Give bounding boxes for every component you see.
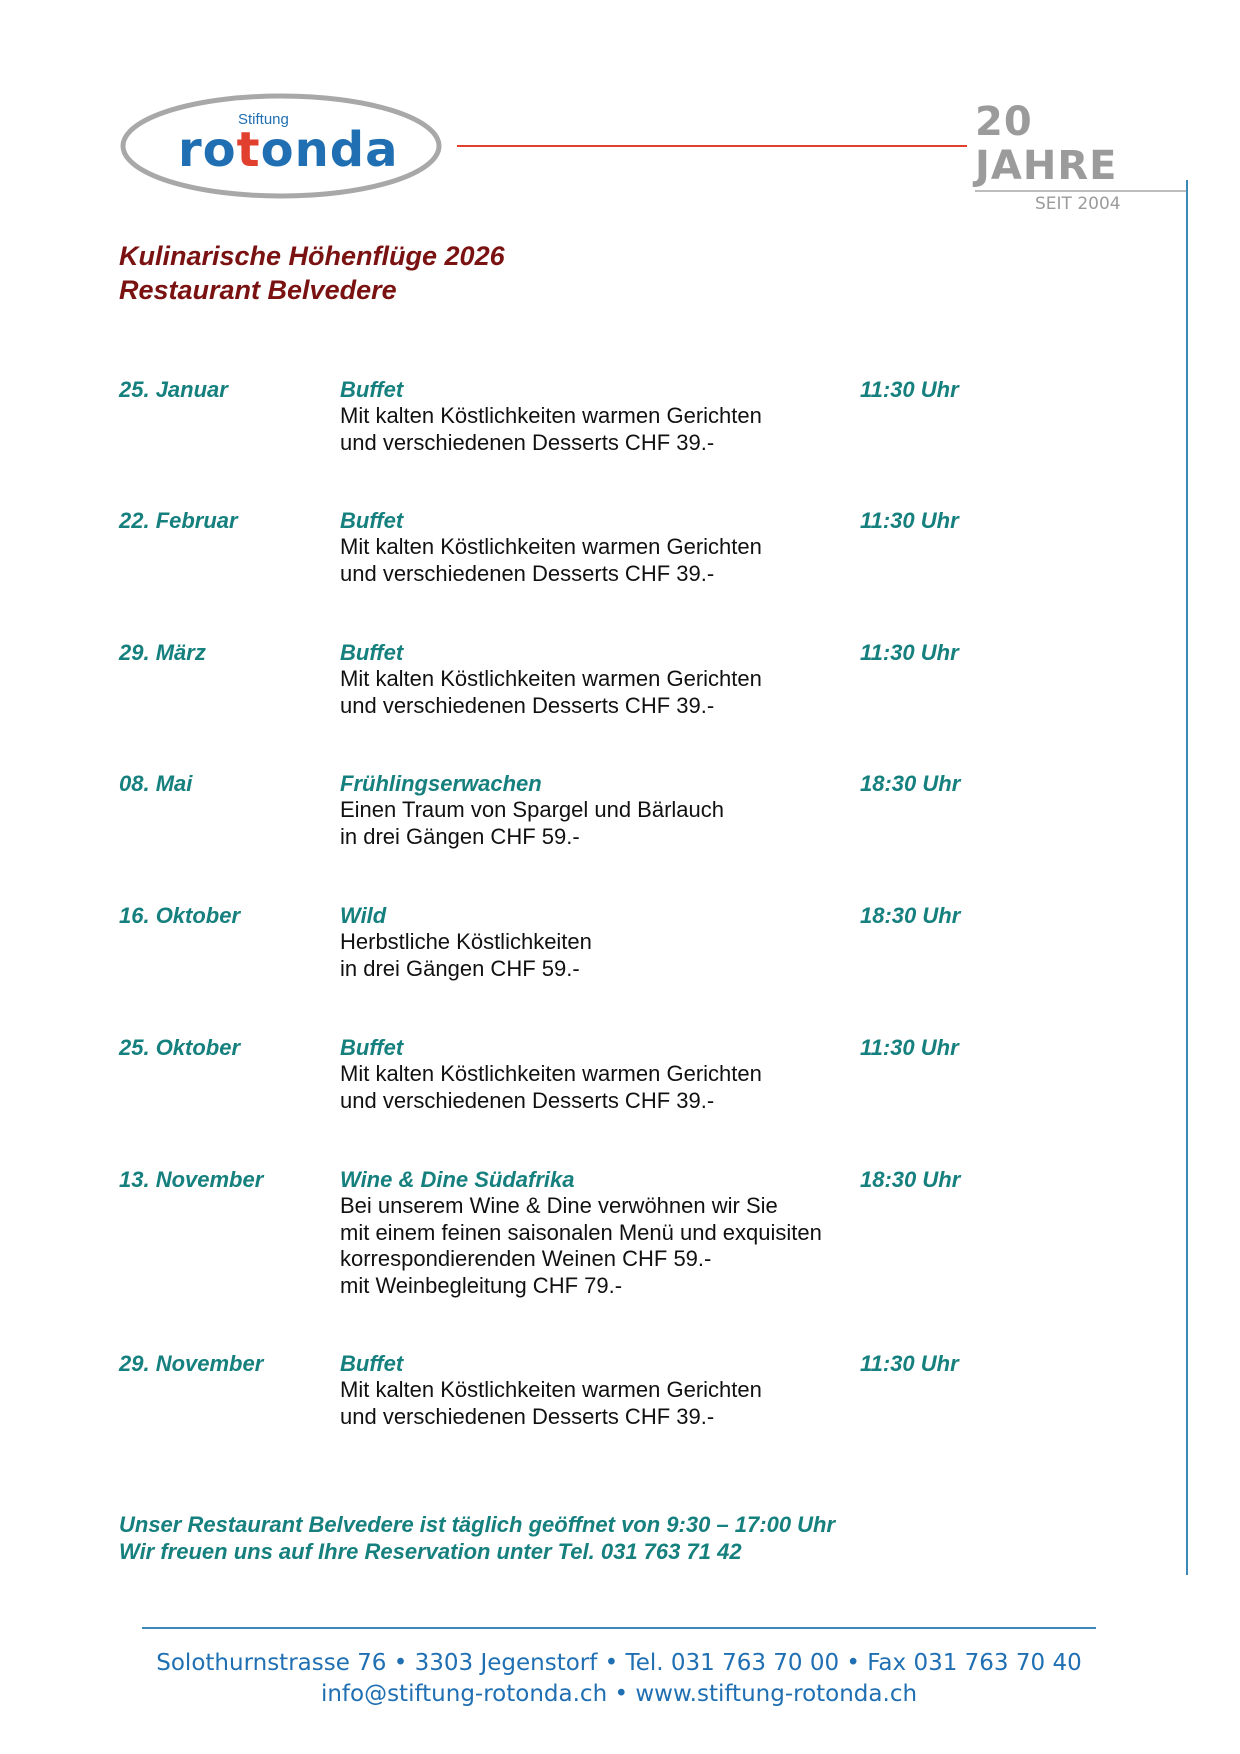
event-date: 22. Februar xyxy=(119,508,238,533)
event-name: Wine & Dine Südafrika xyxy=(340,1167,575,1192)
title-line-2: Restaurant Belvedere xyxy=(119,275,397,305)
description-line: Herbstliche Köstlichkeiten xyxy=(340,929,592,954)
description-line: mit Weinbegleitung CHF 79.- xyxy=(340,1272,623,1298)
event-time: 18:30 Uhr xyxy=(860,771,961,796)
note-line-1: Unser Restaurant Belvedere ist täglich geöffnet von 9:30 – 17:00 Uhr xyxy=(119,1512,836,1537)
event-time: 11:30 Uhr xyxy=(860,508,959,533)
description-line: korrespondierenden Weinen CHF 59.- xyxy=(340,1246,712,1271)
note-line-2: Wir freuen uns auf Ihre Reservation unter Tel. 031 763 71 42 xyxy=(119,1539,742,1564)
event-time: 18:30 Uhr xyxy=(860,903,961,928)
event-date: 29. November xyxy=(119,1351,264,1376)
event-description xyxy=(340,797,724,850)
description-line: Bei unserem Wine & Dine verwöhnen wir Sie xyxy=(340,1193,778,1218)
event-description xyxy=(340,534,762,587)
event-name: Wild xyxy=(340,903,387,928)
right-vertical-rule xyxy=(1186,180,1188,1575)
page-title xyxy=(119,239,505,307)
event-time: 11:30 Uhr xyxy=(860,1035,959,1060)
event-name: Frühlingserwachen xyxy=(340,771,542,796)
event-date: 25. Januar xyxy=(119,377,228,402)
footer xyxy=(142,1648,1096,1710)
event-date: 13. November xyxy=(119,1167,264,1192)
description-line: in drei Gängen CHF 59.- xyxy=(340,823,580,849)
event-name: Buffet xyxy=(340,640,404,665)
jubilee-badge xyxy=(975,100,1190,214)
event-description xyxy=(340,1193,822,1299)
event-time: 11:30 Uhr xyxy=(860,640,959,665)
opening-hours-note xyxy=(119,1511,835,1565)
description-line: und verschiedenen Desserts CHF 39.- xyxy=(340,1403,715,1429)
event-name: Buffet xyxy=(340,377,404,402)
jubilee-rule xyxy=(975,190,1187,192)
logo-wordmark: rotonda xyxy=(178,122,399,178)
event-description xyxy=(340,403,762,456)
footer-contact: info@stiftung-rotonda.ch • www.stiftung-rotonda.ch xyxy=(320,1681,918,1707)
description-line: und verschiedenen Desserts CHF 39.- xyxy=(340,1087,715,1113)
logo xyxy=(118,92,444,200)
jubilee-title: 20 JAHRE xyxy=(975,99,1118,189)
description-line: und verschiedenen Desserts CHF 39.- xyxy=(340,692,715,718)
description-line: mit einem feinen saisonalen Menü und exquisiten xyxy=(340,1219,822,1245)
event-date: 08. Mai xyxy=(119,771,193,796)
title-line-1: Kulinarische Höhenflüge 2026 xyxy=(119,241,505,271)
event-description xyxy=(340,1061,762,1114)
description-line: in drei Gängen CHF 59.- xyxy=(340,955,580,981)
description-line: und verschiedenen Desserts CHF 39.- xyxy=(340,429,715,455)
event-date: 29. März xyxy=(119,640,206,665)
description-line: und verschiedenen Desserts CHF 39.- xyxy=(340,560,715,586)
event-name: Buffet xyxy=(340,1351,404,1376)
event-date: 25. Oktober xyxy=(119,1035,241,1060)
event-name: Buffet xyxy=(340,1035,404,1060)
description-line: Mit kalten Köstlichkeiten warmen Gerichten xyxy=(340,1377,762,1402)
event-description xyxy=(340,1377,762,1430)
jubilee-subtitle: SEIT 2004 xyxy=(1035,194,1121,214)
event-time: 18:30 Uhr xyxy=(860,1167,961,1192)
description-line: Mit kalten Köstlichkeiten warmen Gerichten xyxy=(340,1061,762,1086)
header-divider xyxy=(457,145,967,147)
event-date: 16. Oktober xyxy=(119,903,241,928)
footer-divider xyxy=(142,1627,1096,1629)
footer-address: Solothurnstrasse 76 • 3303 Jegenstorf • Tel. 031 763 70 00 • Fax 031 763 70 40 xyxy=(156,1650,1082,1676)
description-line: Mit kalten Köstlichkeiten warmen Gerichten xyxy=(340,534,762,559)
event-time: 11:30 Uhr xyxy=(860,377,959,402)
event-description xyxy=(340,929,592,982)
description-line: Mit kalten Köstlichkeiten warmen Gerichten xyxy=(340,666,762,691)
description-line: Einen Traum von Spargel und Bärlauch xyxy=(340,797,725,822)
logo-stiftung: Stiftung xyxy=(238,111,289,128)
description-line: Mit kalten Köstlichkeiten warmen Gerichten xyxy=(340,403,762,428)
event-time: 11:30 Uhr xyxy=(860,1351,959,1376)
event-description xyxy=(340,666,762,719)
event-name: Buffet xyxy=(340,508,404,533)
